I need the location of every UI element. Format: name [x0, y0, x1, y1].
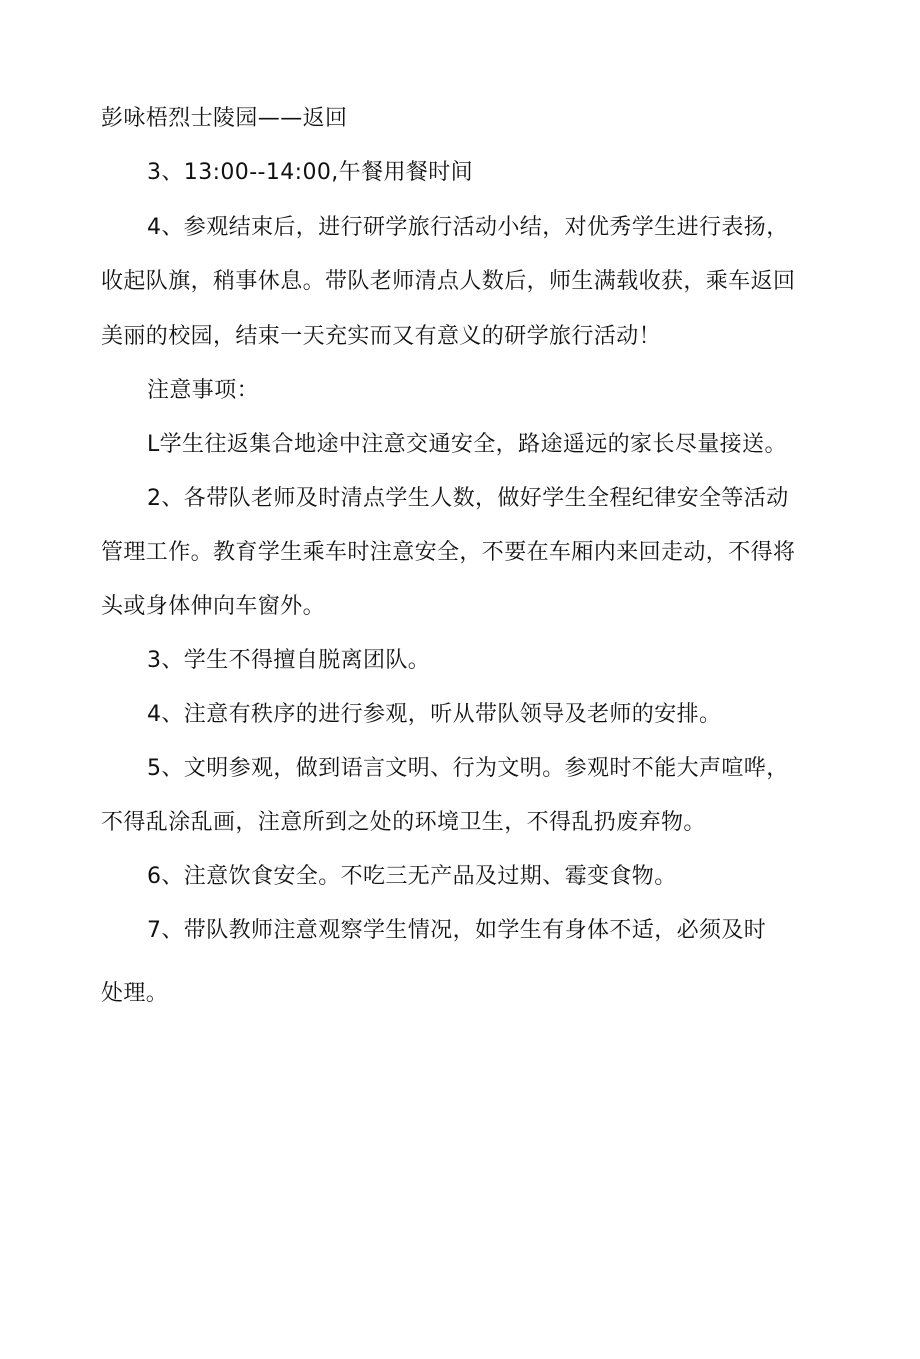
text-line-item-4-a: 4、参观结束后，进行研学旅行活动小结，对优秀学生进行表扬， [147, 215, 789, 240]
note-item-5-a: 5、文明参观，做到语言文明、行为文明。参观时不能大声喧哗， [147, 756, 789, 781]
note-item-2-c: 头或身体伸向车窗外。 [101, 594, 326, 619]
note-item-4: 4、注意有秩序的进行参观，听从带队领导及老师的安排。 [147, 702, 722, 727]
note-item-2-a: 2、各带队老师及时清点学生人数，做好学生全程纪律安全等活动 [147, 486, 789, 511]
text-line-item-4-c: 美丽的校园，结束一天充实而又有意义的研学旅行活动！ [101, 324, 662, 349]
note-item-6: 6、注意饮食安全。不吃三无产品及过期、霉变食物。 [147, 864, 677, 889]
text-line-item-4-b: 收起队旗，稍事休息。带队老师清点人数后，师生满载收获，乘车返回 [101, 269, 796, 294]
note-item-7-b: 处理。 [101, 981, 169, 1006]
note-item-7-a: 7、带队教师注意观察学生情况，如学生有身体不适，必须及时 [147, 918, 767, 943]
note-item-3: 3、学生不得擅自脱离团队。 [147, 648, 431, 673]
note-item-1: L学生往返集合地途中注意交通安全，路途遥远的家长尽量接送。 [147, 432, 787, 457]
text-line-lunch-time: 3、13:00--14:00,午餐用餐时间 [147, 160, 474, 185]
section-heading-notes: 注意事项： [147, 378, 260, 403]
text-line-route-end: 彭咏梧烈士陵园——返回 [101, 106, 348, 131]
note-item-2-b: 管理工作。教育学生乘车时注意安全，不要在车厢内来回走动，不得将 [101, 540, 796, 565]
note-item-5-b: 不得乱涂乱画，注意所到之处的环境卫生，不得乱扔废弃物。 [101, 810, 706, 835]
